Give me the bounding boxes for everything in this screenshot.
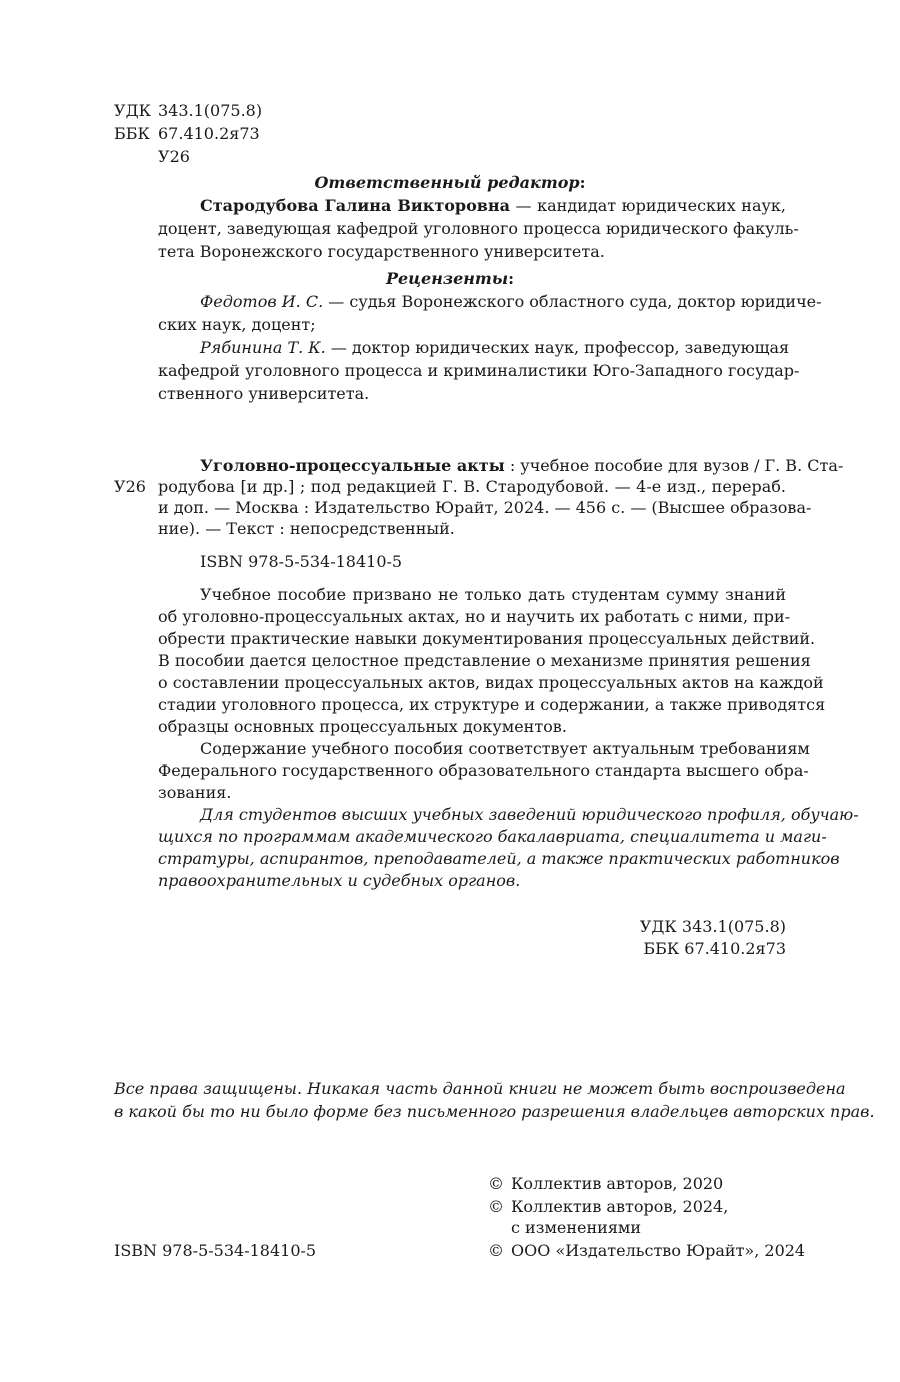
classification-bbk: ББК 67.410.2я73 bbox=[643, 939, 786, 958]
annotation-p1-line-4: В пособии дается целостное представление о механизме принятия решения bbox=[158, 651, 811, 670]
copyright-line-1: Коллектив авторов, 2020 bbox=[511, 1174, 724, 1193]
reviewer-2-line-1 bbox=[200, 337, 790, 359]
udk-value: 343.1(075.8) bbox=[158, 101, 263, 120]
copyright-line-2a: Коллектив авторов, 2024, bbox=[511, 1197, 729, 1216]
copyright-line-2b: с изменениями bbox=[511, 1218, 642, 1237]
reviewer-1-line-2: ских наук, доцент; bbox=[158, 315, 316, 334]
reviewer-2-line-1-rest: — доктор юридических наук, профессор, заведующая bbox=[330, 338, 790, 357]
bib-title: Уголовно-процессуальные акты bbox=[200, 456, 505, 475]
annotation-p1-line-3: обрести практические навыки документирования процессуальных действий. bbox=[158, 629, 816, 648]
bib-line-1-rest: : учебное пособие для вузов / Г. В. Ста- bbox=[509, 456, 844, 475]
rights-line-2: в какой бы то ни было форме без письменного разрешения владельцев авторских прав. bbox=[114, 1102, 875, 1121]
reviewer-2-line-3: ственного университета. bbox=[158, 384, 370, 403]
reviewer-2-name: Рябинина Т. К. bbox=[200, 338, 326, 357]
reviewer-1-name: Федотов И. С. bbox=[200, 292, 324, 311]
bbk-value: 67.410.2я73 bbox=[158, 124, 260, 143]
reviewer-2-line-2: кафедрой уголовного процесса и криминалистики Юго-Западного государ- bbox=[158, 361, 800, 380]
copyright-symbol-1: © bbox=[488, 1174, 504, 1193]
annotation-p2-line-1: Содержание учебного пособия соответствует актуальным требованиям bbox=[200, 739, 810, 758]
bib-author-mark: У26 bbox=[114, 477, 146, 496]
footer-isbn: ISBN 978-5-534-18410-5 bbox=[114, 1241, 317, 1260]
reviewers-heading-colon: : bbox=[508, 269, 515, 288]
annotation-p2-line-3: зования. bbox=[158, 783, 232, 802]
udk-label: УДК bbox=[114, 101, 151, 120]
editor-heading-text: Ответственный редактор bbox=[314, 173, 580, 192]
editor-line-1 bbox=[200, 195, 786, 217]
audience-line-3: стратуры, аспирантов, преподавателей, а также практических работников bbox=[158, 849, 840, 868]
annotation-p1-line-7: образцы основных процессуальных документов. bbox=[158, 717, 567, 736]
annotation-p1-line-5: о составлении процессуальных актов, видах процессуальных актов на каждой bbox=[158, 673, 824, 692]
bib-isbn: ISBN 978-5-534-18410-5 bbox=[200, 552, 403, 571]
annotation-p1-line-1: Учебное пособие призвано не только дать студентам сумму знаний bbox=[200, 585, 786, 604]
bib-line-4: ние). — Текст : непосредственный. bbox=[158, 519, 455, 538]
editor-line-2: доцент, заведующая кафедрой уголовного процесса юридического факуль- bbox=[158, 219, 799, 238]
audience-line-4: правоохранительных и судебных органов. bbox=[158, 871, 521, 890]
bib-line-1 bbox=[200, 455, 844, 477]
copyright-symbol-2: © bbox=[488, 1197, 504, 1216]
audience-line-1: Для студентов высших учебных заведений юридического профиля, обучаю- bbox=[200, 805, 859, 824]
editor-heading bbox=[114, 172, 786, 194]
bib-line-2: родубова [и др.] ; под редакцией Г. В. Стародубовой. — 4-е изд., перераб. bbox=[158, 477, 786, 496]
reviewers-heading bbox=[114, 268, 786, 290]
classification-udk: УДК 343.1(075.8) bbox=[639, 917, 786, 936]
editor-line-3: тета Воронежского государственного университета. bbox=[158, 242, 605, 261]
copyright-line-3: ООО «Издательство Юрайт», 2024 bbox=[511, 1241, 806, 1260]
reviewer-1-line-1-rest: — судья Воронежского областного суда, доктор юридиче- bbox=[328, 292, 822, 311]
bib-line-3: и доп. — Москва : Издательство Юрайт, 2024. — 456 с. — (Высшее образова- bbox=[158, 498, 812, 517]
annotation-p1-line-6: стадии уголовного процесса, их структуре и содержании, а также приводятся bbox=[158, 695, 826, 714]
author-mark: У26 bbox=[158, 147, 190, 166]
annotation-p2-line-2: Федерального государственного образовательного стандарта высшего обра- bbox=[158, 761, 809, 780]
copyright-symbol-3: © bbox=[488, 1241, 504, 1260]
editor-heading-colon: : bbox=[579, 173, 586, 192]
audience-line-2: щихся по программам академического бакалавриата, специалитета и маги- bbox=[158, 827, 827, 846]
reviewers-heading-text: Рецензенты bbox=[385, 269, 509, 288]
bbk-label: ББК bbox=[114, 124, 150, 143]
editor-line-1-rest: — кандидат юридических наук, bbox=[515, 196, 786, 215]
annotation-p1-line-2: об уголовно-процессуальных актах, но и научить их работать с ними, при- bbox=[158, 607, 791, 626]
rights-line-1: Все права защищены. Никакая часть данной книги не может быть воспроизведена bbox=[114, 1079, 846, 1098]
reviewer-1-line-1 bbox=[200, 291, 822, 313]
editor-name: Стародубова Галина Викторовна bbox=[200, 196, 510, 215]
